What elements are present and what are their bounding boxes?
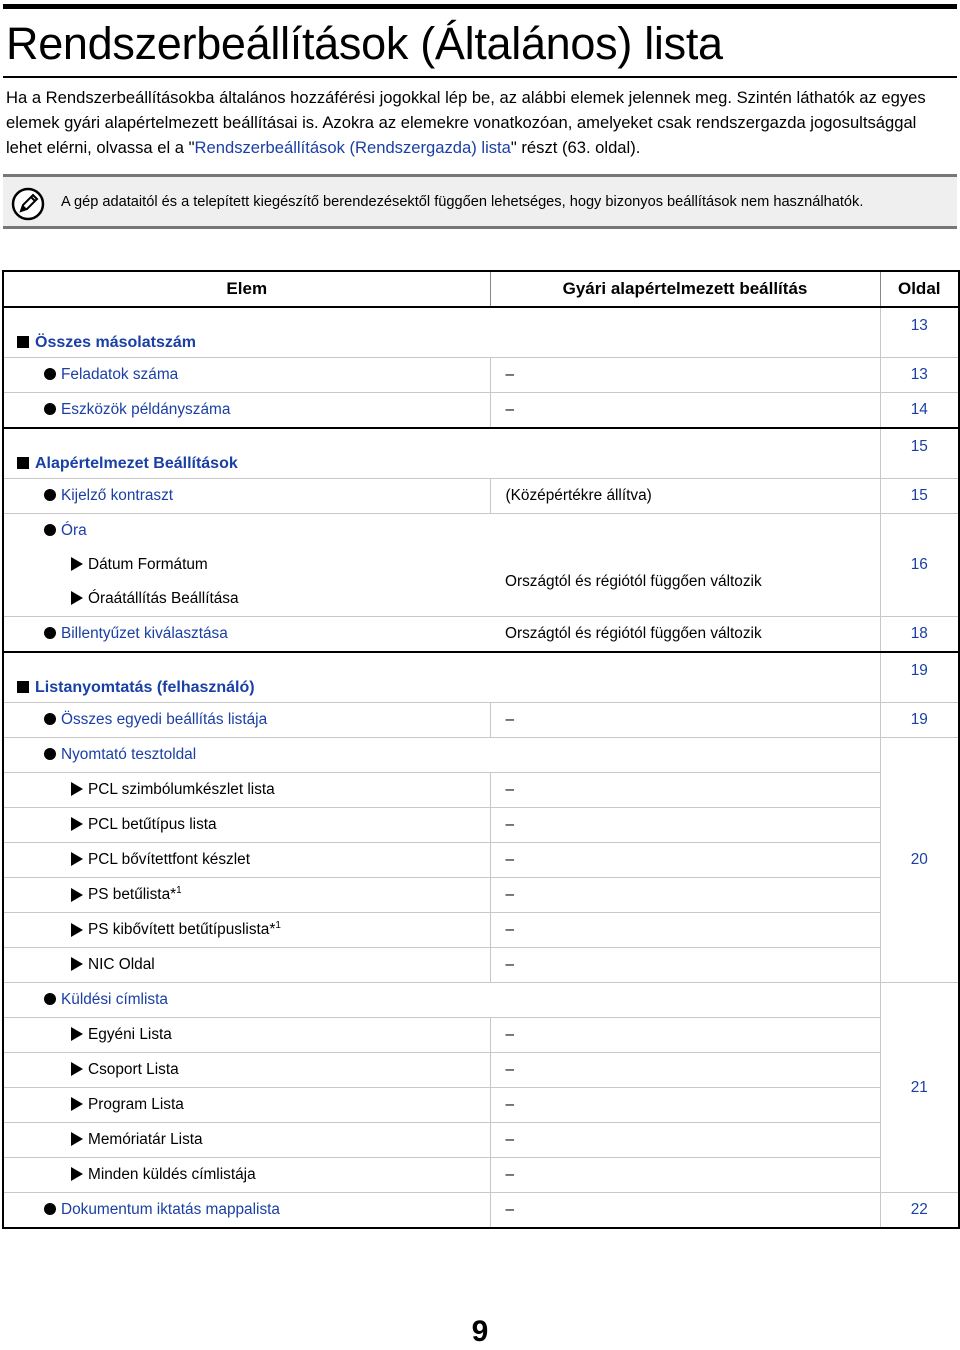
item-value: – (490, 1018, 880, 1053)
table-row (3, 983, 959, 1018)
circle-bullet-icon (44, 713, 56, 725)
triangle-bullet-icon (71, 1097, 83, 1111)
table-row (3, 1123, 959, 1158)
item-label: Minden küldés címlistája (88, 1166, 256, 1183)
item-value: – (490, 1193, 880, 1229)
square-bullet-icon (17, 336, 29, 348)
item-label[interactable]: Billentyűzet kiválasztása (61, 625, 228, 642)
triangle-bullet-icon (71, 557, 83, 571)
item-label: Program Lista (88, 1096, 184, 1113)
triangle-bullet-icon (71, 852, 83, 866)
triangle-bullet-icon (71, 817, 83, 831)
table-row (3, 548, 959, 582)
item-label: NIC Oldal (88, 956, 155, 973)
item-page[interactable]: 21 (880, 983, 959, 1193)
circle-bullet-icon (44, 524, 56, 536)
table-row (3, 738, 959, 773)
item-label[interactable]: Feladatok száma (61, 366, 179, 383)
item-label: Dátum Formátum (88, 556, 208, 573)
triangle-bullet-icon (71, 591, 83, 605)
item-value: – (490, 1088, 880, 1123)
group-row (3, 428, 959, 479)
circle-bullet-icon (44, 748, 56, 760)
circle-bullet-icon (44, 403, 56, 415)
item-label: PCL szimbólumkészlet lista (88, 781, 275, 798)
title-rule (3, 76, 957, 78)
triangle-bullet-icon (71, 1027, 83, 1041)
item-value: – (490, 1123, 880, 1158)
table-row (3, 808, 959, 843)
item-label[interactable]: Óra (61, 522, 87, 539)
item-label[interactable]: Küldési címlista (61, 991, 168, 1008)
page-number: 9 (471, 1315, 489, 1348)
item-label: PCL betűtípus lista (88, 816, 217, 833)
table-row (3, 1158, 959, 1193)
admin-list-link[interactable]: Rendszerbeállítások (Rendszergazda) lista (194, 138, 511, 157)
triangle-bullet-icon (71, 923, 83, 937)
triangle-bullet-icon (71, 957, 83, 971)
item-page[interactable]: 20 (880, 738, 959, 983)
item-value: – (490, 878, 880, 913)
table-row (3, 479, 959, 514)
table-row (3, 1193, 959, 1229)
circle-bullet-icon (44, 489, 56, 501)
group-name[interactable]: Listanyomtatás (felhasználó) (35, 679, 255, 696)
table-row (3, 703, 959, 738)
table-row (3, 1088, 959, 1123)
footnote-mark: 1 (176, 885, 182, 897)
header-default: Gyári alapértelmezett beállítás (490, 271, 880, 307)
item-page[interactable]: 16 (880, 514, 959, 617)
triangle-bullet-icon (71, 1062, 83, 1076)
table-row (3, 1053, 959, 1088)
item-value: – (490, 703, 880, 738)
item-value: – (490, 773, 880, 808)
item-value: – (490, 1053, 880, 1088)
header-page: Oldal (880, 271, 959, 307)
item-label[interactable]: Dokumentum iktatás mappalista (61, 1201, 280, 1218)
item-label: PS kibővített betűtípuslista* (88, 921, 276, 939)
item-value: – (490, 948, 880, 983)
item-page[interactable]: 18 (880, 617, 959, 653)
note-text: A gép adataitól és a telepített kiegészítő berendezésektől függően lehetséges, hogy bizonyos beállítások nem használhatók. (61, 194, 864, 210)
group-page[interactable]: 19 (880, 652, 959, 703)
table-row (3, 913, 959, 948)
item-value: – (490, 913, 880, 948)
intro-paragraph (6, 85, 956, 160)
circle-bullet-icon (44, 368, 56, 380)
group-row (3, 652, 959, 703)
table-row (3, 1018, 959, 1053)
intro-text-end: " részt (63. oldal). (510, 138, 641, 157)
table-header (3, 271, 959, 307)
item-value: – (490, 1158, 880, 1193)
square-bullet-icon (17, 457, 29, 469)
item-value: Országtól és régiótól függően változik (490, 617, 880, 653)
triangle-bullet-icon (71, 1167, 83, 1181)
settings-table (2, 270, 960, 1229)
group-name[interactable]: Összes másolatszám (35, 334, 196, 351)
top-rule (3, 4, 957, 9)
circle-bullet-icon (44, 1203, 56, 1215)
item-value: – (490, 843, 880, 878)
item-label[interactable]: Nyomtató tesztoldal (61, 746, 197, 763)
table-row (3, 617, 959, 653)
table-row (3, 878, 959, 913)
item-page[interactable]: 14 (880, 393, 959, 429)
item-label[interactable]: Kijelző kontraszt (61, 487, 174, 504)
item-label[interactable]: Összes egyedi beállítás listája (61, 711, 268, 728)
circle-bullet-icon (44, 993, 56, 1005)
group-name[interactable]: Alapértelmezet Beállítások (35, 455, 238, 472)
item-label[interactable]: Eszközök példányszáma (61, 401, 231, 418)
note-box (3, 174, 957, 229)
table-row (3, 948, 959, 983)
item-label: PCL bővítettfont készlet (88, 851, 250, 868)
circle-bullet-icon (44, 627, 56, 639)
item-value: (Középértékre állítva) (490, 479, 880, 514)
item-label: Egyéni Lista (88, 1026, 172, 1043)
table-row (3, 393, 959, 429)
square-bullet-icon (17, 681, 29, 693)
table-row (3, 358, 959, 393)
item-page[interactable]: 19 (880, 703, 959, 738)
item-page[interactable]: 22 (880, 1193, 959, 1229)
item-label: Óraátállítás Beállítása (88, 590, 239, 607)
item-page[interactable]: 15 (880, 479, 959, 514)
item-value: – (490, 358, 880, 393)
group-page[interactable]: 15 (880, 428, 959, 479)
triangle-bullet-icon (71, 888, 83, 902)
group-row (3, 307, 959, 358)
table-row (3, 514, 959, 549)
item-label: Memóriatár Lista (88, 1131, 203, 1148)
triangle-bullet-icon (71, 782, 83, 796)
item-label: PS betűlista* (88, 886, 177, 904)
intro-text: Ha a Rendszerbeállításokba általános hozzáférési jogokkal lép be, az alábbi elemek jelennek meg. Szintén láthatók az egyes elemek gyári alapértelmezett beállításai is. Azokra az elemekre vonatkozóan, amelyeket csak rendszergazda jogosultsággal lehet elérni, olvassa el a " (6, 88, 926, 157)
pencil-note-icon (11, 187, 45, 221)
footnote-mark: 1 (275, 920, 281, 932)
triangle-bullet-icon (71, 1132, 83, 1146)
table-row (3, 843, 959, 878)
page-title: Rendszerbeállítások (Általános) lista (6, 18, 723, 69)
item-label: Csoport Lista (88, 1061, 179, 1078)
header-item: Elem (3, 271, 490, 307)
group-page[interactable]: 13 (880, 307, 959, 358)
item-page[interactable]: 13 (880, 358, 959, 393)
table-row (3, 773, 959, 808)
item-value: Országtól és régiótól függően változik (505, 573, 762, 590)
item-value: – (490, 808, 880, 843)
item-value: – (490, 393, 880, 429)
